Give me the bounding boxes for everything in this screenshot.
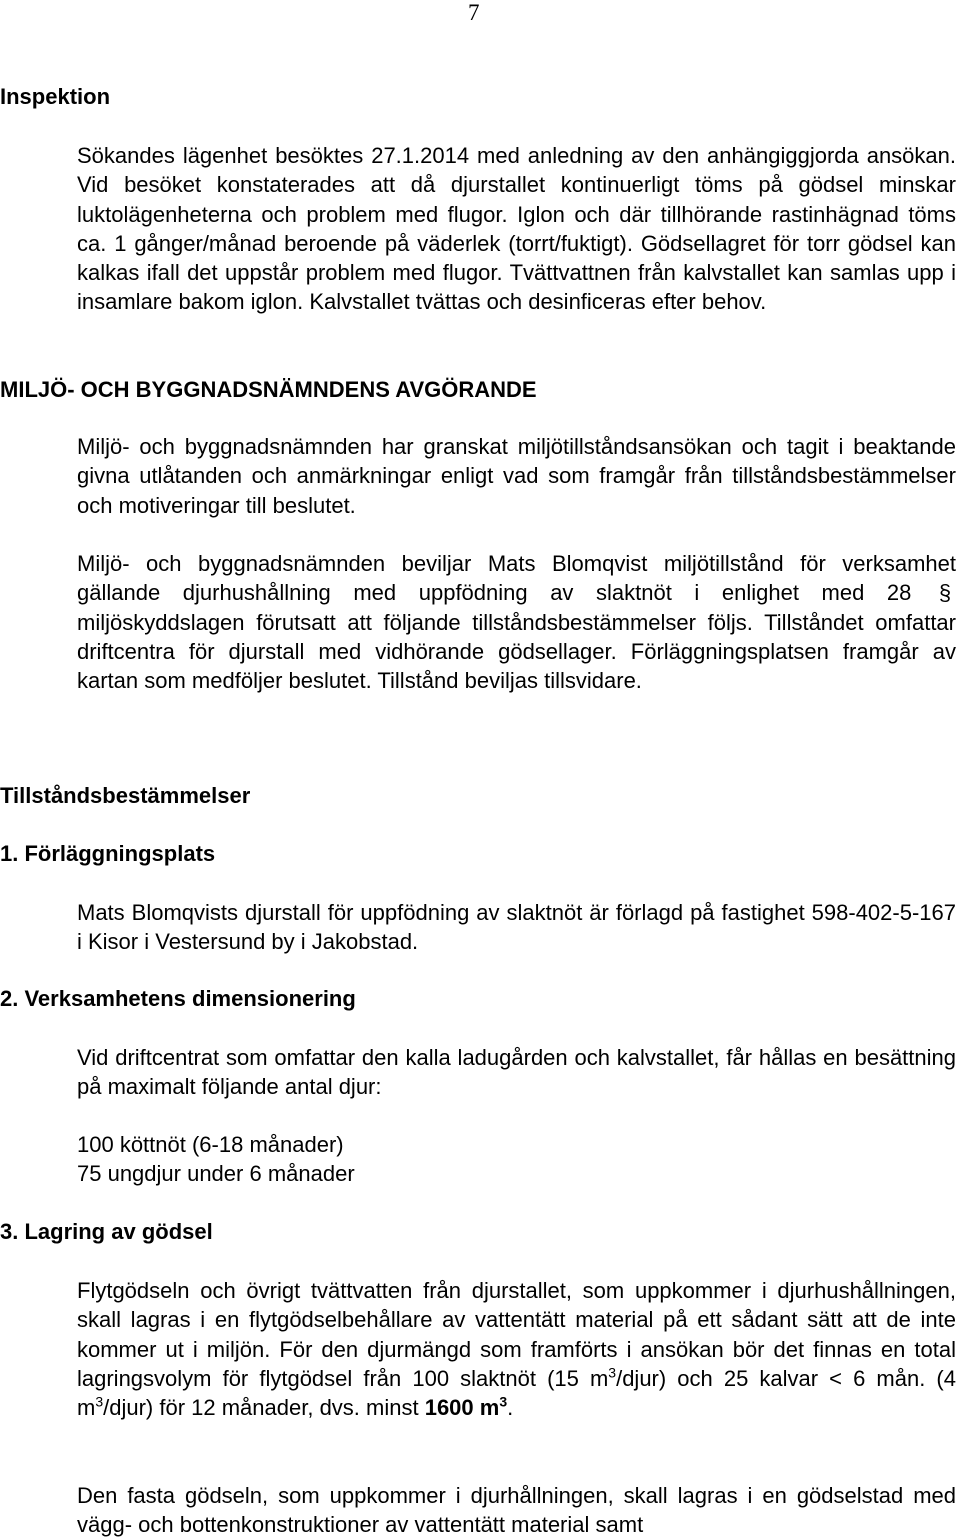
- animal-limit-item-1: 100 köttnöt (6-18 månader): [77, 1132, 344, 1157]
- animal-limit-item-2: 75 ungdjur under 6 månader: [77, 1161, 355, 1186]
- section-2-paragraph: Vid driftcentrat som omfattar den kalla ladugården och kalvstallet, får hållas en besättning på maximalt följande antal djur:: [77, 1045, 956, 1100]
- conditions-heading: Tillståndsbestämmelser: [0, 783, 251, 808]
- decision-paragraph-2-start: Miljö- och byggnadsnämnden beviljar Mats Blomqvist miljötillstånd för verksamhet gällande djurhushållning med uppfödning av slaktnöt i enlighet med 28: [77, 551, 956, 606]
- decision-paragraph-2-end: miljöskyddslagen förutsatt att följande tillståndsbestämmelser följs. Tillståndet omfattar driftcentra för djurstall med vidhörande gödsellager. Förläggningsplatsen framgår av kartan som medföljer beslutet. Tillstånd beviljas tillsvidare.: [77, 609, 956, 694]
- superscript-3: 3: [608, 1364, 617, 1381]
- section-3-text-d: .: [507, 1395, 514, 1421]
- section-3-paragraph-1: [77, 1276, 956, 1422]
- section-3-paragraph-2: Den fasta gödseln, som uppkommer i djurhållningen, skall lagras i en gödselstad med vägg- och bottenkonstruktioner av vattentätt material samt: [77, 1483, 956, 1538]
- page-number: 7: [468, 0, 480, 25]
- superscript-3: 3: [499, 1393, 508, 1410]
- section-1-paragraph: Mats Blomqvists djurstall för uppfödning av slaktnöt är förlagd på fastighet 598-402-5-167 i Kisor i Vestersund by i Jakobstad.: [77, 900, 956, 955]
- section-1-heading: 1. Förläggningsplats: [0, 841, 216, 866]
- superscript-3: 3: [95, 1393, 104, 1410]
- section-sign: §: [938, 580, 952, 606]
- decision-paragraph-2: [77, 549, 956, 695]
- inspection-heading: Inspektion: [0, 84, 111, 109]
- section-3-heading: 3. Lagring av gödsel: [0, 1219, 213, 1244]
- decision-paragraph-1: Miljö- och byggnadsnämnden har granskat miljötillståndsansökan och tagit i beaktande givna utlåtanden och anmärkningar enligt vad som framgår från tillståndsbestämmelser och motiveringar till beslutet.: [77, 434, 956, 518]
- minimum-volume: [425, 1395, 507, 1420]
- section-3-text-c: /djur) för 12 månader, dvs. minst: [103, 1395, 425, 1421]
- minimum-volume-value: 1600 m: [424, 1395, 500, 1421]
- section-2-heading: 2. Verksamhetens dimensionering: [0, 986, 356, 1011]
- decision-heading: MILJÖ- OCH BYGGNADSNÄMNDENS AVGÖRANDE: [0, 377, 537, 402]
- inspection-paragraph: Sökandes lägenhet besöktes 27.1.2014 med anledning av den anhängiggjorda ansökan. Vid besöket konstaterades att då djurstallet kontinuerligt töms på gödsel minskar luktolägenheterna och problem med flugor. Iglon och där tillhörande rastinhägnad töms ca. 1 gånger/månad beroende på väderlek (torrt/fuktigt). Gödsellagret för torr gödsel kan kalkas ifall det uppstår problem med flugor. Tvättvattnen från kalvstallet kan samlas upp i insamlare bakom iglon. Kalvstallet tvättas och desinficeras efter behov.: [77, 143, 956, 315]
- section-3-text-a: Flytgödseln och övrigt tvättvatten från djurstallet, som uppkommer i djurhushållningen, skall lagras i en flytgödselbehållare av vattentätt material på ett sådant sätt att de inte kommer ut i miljön. För den djurmängd som framförts i ansökan bör det finnas en total lagringsvolym för flytgödsel från 100 slaktnöt (15 m: [77, 1278, 956, 1391]
- section-3-text-b: /djur) och 25 kalvar < 6 mån. (4 m: [77, 1365, 956, 1421]
